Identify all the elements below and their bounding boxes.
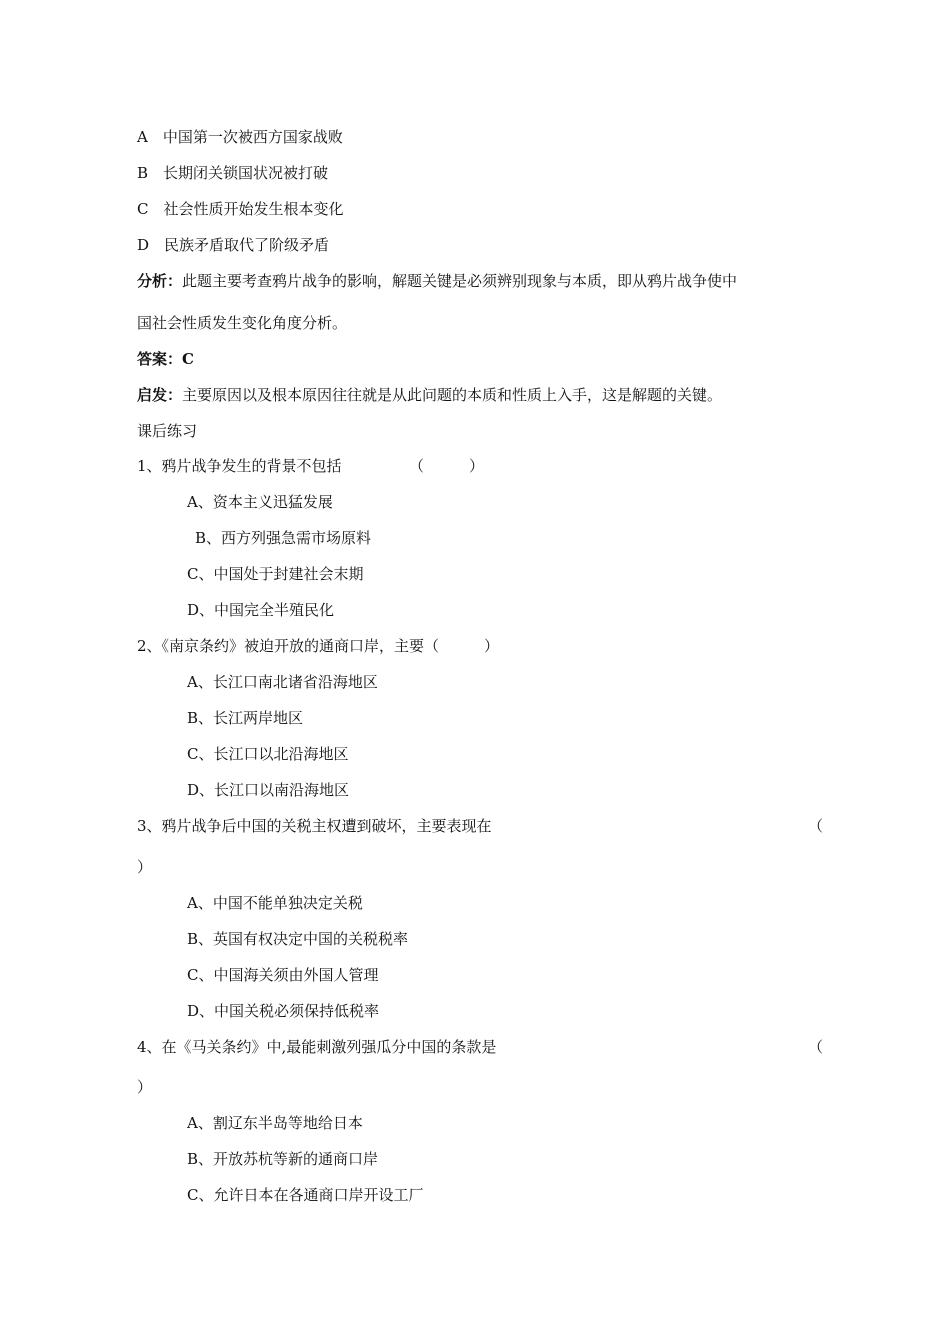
analysis-line-2: 国社会性质发生变化角度分析。 xyxy=(137,314,348,332)
question-1-option-c: C、中国处于封建社会末期 xyxy=(187,565,364,583)
question-4-paren-open: （ xyxy=(808,1038,824,1056)
option-d: D 民族矛盾取代了阶级矛盾 xyxy=(137,236,330,254)
question-3-option-b: B、英国有权决定中国的关税税率 xyxy=(187,930,409,948)
section-title: 课后练习 xyxy=(137,422,198,440)
insight-label: 启发： xyxy=(137,386,183,404)
question-1-option-a: A、资本主义迅猛发展 xyxy=(187,493,333,511)
question-2-option-a: A、长江口南北诸省沿海地区 xyxy=(187,673,378,691)
question-1-stem: 1、鸦片战争发生的背景不包括 （ ） xyxy=(137,457,485,475)
answer-label: 答案： xyxy=(137,350,183,368)
question-3-paren-close: ） xyxy=(137,858,153,876)
question-4-option-a: A、割辽东半岛等地给日本 xyxy=(187,1114,363,1132)
analysis-line-1 xyxy=(137,271,737,291)
question-3-option-a: A、中国不能单独决定关税 xyxy=(187,894,363,912)
question-4-option-b: B、开放苏杭等新的通商口岸 xyxy=(187,1150,379,1168)
question-2-option-c: C、长江口以北沿海地区 xyxy=(187,745,349,763)
option-a: A 中国第一次被西方国家战败 xyxy=(137,128,343,146)
question-2-option-b: B、长江两岸地区 xyxy=(187,709,304,727)
option-c: C 社会性质开始发生根本变化 xyxy=(137,200,344,218)
question-4-stem: 4、在《马关条约》中,最能刺激列强瓜分中国的条款是 xyxy=(137,1038,497,1056)
question-2-option-d: D、长江口以南沿海地区 xyxy=(187,781,350,799)
answer-line xyxy=(137,349,194,369)
analysis-text: 此题主要考查鸦片战争的影响，解题关键是必须辨别现象与本质，即从鸦片战争使中 xyxy=(182,272,738,290)
question-4-option-c: C、允许日本在各通商口岸开设工厂 xyxy=(187,1186,424,1204)
question-1-option-d: D、中国完全半殖民化 xyxy=(187,601,335,619)
insight-line xyxy=(137,385,722,405)
question-3-option-d: D、中国关税必须保持低税率 xyxy=(187,1002,380,1020)
question-2-stem: 2、《南京条约》被迫开放的通商口岸，主要（ ） xyxy=(137,637,500,655)
question-3-option-c: C、中国海关须由外国人管理 xyxy=(187,966,379,984)
question-4-paren-close: ） xyxy=(137,1078,153,1096)
analysis-label: 分析： xyxy=(137,272,183,290)
question-1-option-b: B、西方列强急需市场原料 xyxy=(195,529,372,547)
insight-text: 主要原因以及根本原因往往就是从此问题的本质和性质上入手，这是解题的关键。 xyxy=(182,386,723,404)
option-b: B 长期闭关锁国状况被打破 xyxy=(137,164,329,182)
answer-value: C xyxy=(182,350,194,368)
question-3-paren-open: （ xyxy=(808,817,824,835)
question-3-stem: 3、鸦片战争后中国的关税主权遭到破坏，主要表现在 xyxy=(137,817,492,835)
